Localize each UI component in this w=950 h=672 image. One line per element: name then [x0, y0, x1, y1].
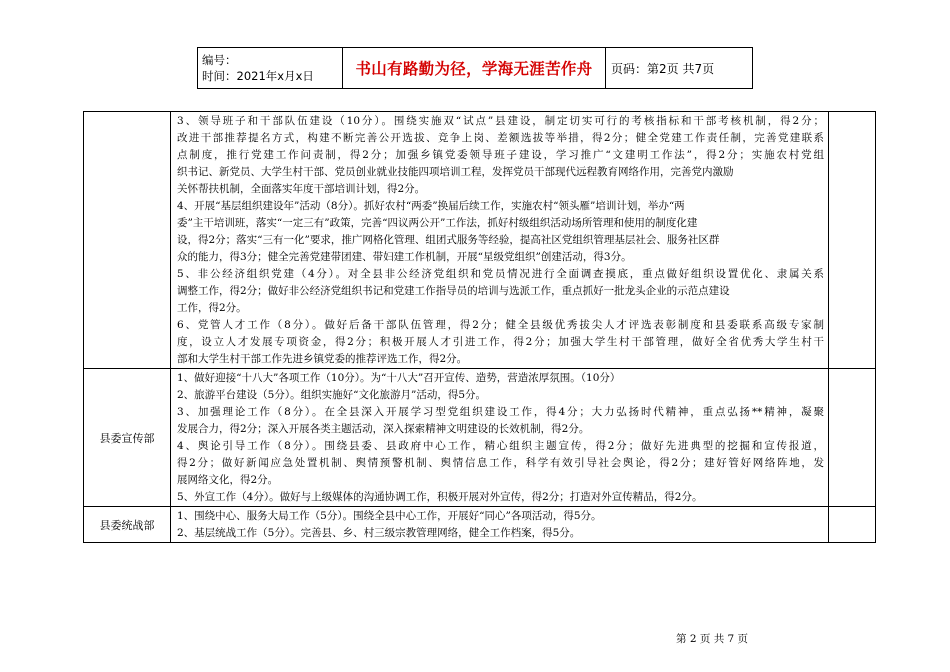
content-line: 委”主干培训班，落实“一定三有”政策，完善“四议两公开”工作法，抓好村级组织活动场所管理和使用的制度化建	[177, 217, 698, 229]
content-line: 设，得2分；落实“三有一化”要求，推广网格化管理、组团式服务等经验，提高社区党组织管理基层社会、服务社区群	[177, 234, 720, 246]
content-line: 3、领导班子和干部队伍建设（10分）。围绕实施双“试点”县建设，制定切实可行的考核指标和干部考核机制，得2分；	[177, 115, 824, 127]
content-cell	[171, 112, 829, 369]
score-cell	[829, 112, 876, 369]
table-row	[84, 507, 876, 543]
content-line: 4、开展“基层组织建设年”活动（8分）。抓好农村“两委”换届后续工作，实施农村“领头雁”培训计划，举办“两	[177, 200, 685, 212]
page-footer: 第 2 页 共 7 页	[676, 633, 749, 645]
content-line: 改进干部推荐提名方式，构建不断完善公开选拔、竞争上岗、差额选拔等举措，得2分；健全党建工作责任制，完善党建联系	[177, 132, 824, 144]
content-line: 1、围绕中心、服务大局工作（5分）。围绕全县中心工作，开展好“同心”各项活动，得5分。	[177, 510, 602, 522]
score-cell	[829, 507, 876, 543]
content-line: 4、舆论引导工作（8分）。围绕县委、县政府中心工作，精心组织主题宣传，得2分；做好先进典型的挖掘和宣传报道，	[177, 440, 824, 452]
content-line: 1、做好迎接“十八大”各项工作（10分）。为“十八大”召开宣传、造势，营造浓厚氛围。（10分）	[177, 372, 621, 384]
content-line: 2、基层统战工作（5分）。完善县、乡、村三级宗教管理网络，健全工作档案，得5分。	[177, 527, 581, 539]
content-line: 3、加强理论工作（8分）。在全县深入开展学习型党组织建设工作，得4分；大力弘扬时代精神，重点弘扬**精神，凝聚	[177, 406, 824, 418]
table-row	[84, 112, 876, 369]
page-header	[197, 47, 753, 89]
dept-cell: 县委宣传部	[84, 369, 171, 507]
content-line: 工作，得2分。	[177, 302, 247, 314]
content-line: 展网络文化，得2分。	[177, 474, 279, 486]
content-line: 5、外宣工作（4分）。做好与上级媒体的沟通协调工作，积极开展对外宣传，得2分；打造对外宣传精品，得2分。	[177, 491, 703, 503]
content-line: 点制度，推行党建工作问责制，得2分；加强乡镇党委领导班子建设，学习推广“文建明工作法”，得2分；实施农村党组	[177, 149, 824, 161]
assessment-table	[83, 111, 876, 543]
table-row	[84, 369, 876, 507]
content-line: 部和大学生村干部工作先进乡镇党委的推荐评选工作，得2分。	[177, 353, 468, 365]
content-line: 2、旅游平台建设（5分）。组织实施好“文化旅游月”活动，得5分。	[177, 389, 487, 401]
content-line: 5、非公经济组织党建（4分）。对全县非公经济党组织和党员情况进行全面调查摸底，重点做好组织设置优化、隶属关系	[177, 268, 824, 280]
score-cell	[829, 369, 876, 507]
content-line: 众的能力，得3分；健全完善党建带团建、带妇建工作机制，开展“星级党组织”创建活动，得3分。	[177, 251, 632, 263]
content-line: 度，设立人才发展专项资金，得2分；积极开展人才引进工作，得2分；加强大学生村干部管理，做好全省优秀大学生村干	[177, 336, 824, 348]
time-label: 时间：2021年x月x日	[202, 69, 314, 83]
header-meta-cell	[198, 48, 343, 89]
motto-text: 书山有路勤为径，学海无涯苦作舟	[343, 48, 606, 89]
content-cell	[171, 369, 829, 507]
dept-cell: 县委统战部	[84, 507, 171, 543]
content-cell	[171, 507, 829, 543]
dept-cell	[84, 112, 171, 369]
content-line: 发展合力，得2分；深入开展各类主题活动，深入探索精神文明建设的长效机制，得2分。	[177, 423, 590, 435]
content-line: 得2分；做好新闻应急处置机制、舆情预警机制、舆情信息工作，科学有效引导社会舆论，得2分；建好管好网络阵地，发	[177, 457, 824, 469]
number-label: 编号：	[202, 53, 237, 67]
content-line: 6、党管人才工作（8分）。做好后备干部队伍管理，得2分；健全县级优秀拔尖人才评选表彰制度和县委联系高级专家制	[177, 319, 824, 331]
page-label: 页码：第2页 共7页	[606, 48, 753, 89]
content-line: 调整工作，得2分；做好非公经济党组织书记和党建工作指导员的培训与选派工作，重点抓好一批龙头企业的示范点建设	[177, 285, 730, 297]
content-line: 关怀帮扶机制，全面落实年度干部培训计划，得2分。	[177, 183, 426, 195]
content-line: 织书记、新党员、大学生村干部、党员创业就业技能四项培训工程，发挥党员干部现代远程教育网络作用，完善党内激励	[177, 166, 734, 178]
